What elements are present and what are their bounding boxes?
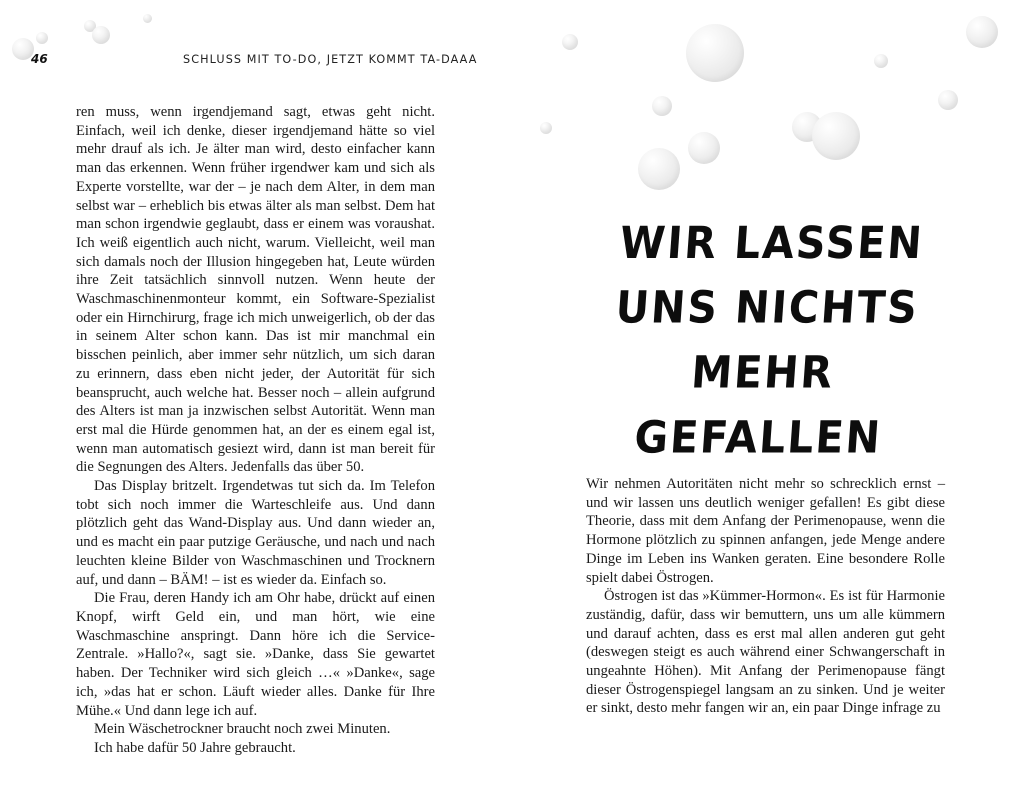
bubble-decoration	[966, 16, 998, 48]
bubble-decoration	[36, 32, 48, 44]
paragraph: Das Display britzelt. Irgendetwas tut sich da. Im Telefon tobt sich noch immer die Warteschleife aus. Und dann plötzlich geht das Wand-Display aus. Und dann wieder an, und es macht ein paar putzige Geräusche, und nach und nach leuchten kleine Bilder von Waschmaschinen und Trocknern auf, und dann – BÄM! – ist es wieder da. Einfach so.	[76, 478, 435, 588]
bubble-decoration	[92, 26, 110, 44]
bubble-decoration	[688, 132, 720, 164]
chapter-title-line: WIR LASSEN	[618, 216, 926, 269]
bubble-decoration	[638, 148, 680, 190]
chapter-title-line: GEFALLEN	[632, 411, 884, 464]
running-head: SCHLUSS MIT TO-DO, JETZT KOMMT TA-DAAA	[183, 53, 478, 66]
left-body-text	[76, 103, 435, 758]
paragraph: Östrogen ist das »Kümmer-Hormon«. Es ist für Harmonie zuständig, dafür, dass wir bemuttern, uns um alle kümmern und darauf achten, dass es erst mal allen anderen gut geht (deswegen steigt es auch während einer Schwangerschaft in ungeahnte Höhen). Mit Anfang der Perimenopause fängt dieser Östrogenspiegel langsam an zu sinken. Und je weiter er sinkt, desto mehr fangen wir an, ein paar Dinge infrage zu	[586, 588, 945, 717]
bubble-decoration	[686, 24, 744, 82]
bubble-decoration	[540, 122, 552, 134]
right-body-text	[586, 475, 945, 718]
chapter-title	[551, 210, 979, 469]
paragraph: Ich habe dafür 50 Jahre gebraucht.	[94, 739, 296, 756]
paragraph: Wir nehmen Autoritäten nicht mehr so schrecklich ernst – und wir lassen uns deutlich weniger gefallen! Es gibt diese Theorie, dass mit dem Anfang der Perimenopause, wenn die Hormone plötzlich zu spinnen anfangen, jede Menge andere Dinge im Leben ins Wanken geraten. Eine besondere Rolle spielt dabei Östrogen.	[586, 476, 945, 586]
paragraph: Mein Wäschetrockner braucht noch zwei Minuten.	[94, 721, 391, 738]
chapter-title-line: UNS NICHTS MEHR	[614, 281, 921, 399]
paragraph: Die Frau, deren Handy ich am Ohr habe, drückt auf einen Knopf, wirft Geld ein, und man hört, wie eine Waschmaschine anspringt. Dann höre ich die Service-Zentrale. »Hallo?«, sagt sie. »Danke, dass Sie gewartet haben. Der Techniker wird sich gleich …« »Danke«, sage ich, »das hat er schon. Läuft wieder alles. Danke für Ihre Mühe.« Und dann lege ich auf.	[76, 590, 435, 719]
bubble-decoration	[938, 90, 958, 110]
bubble-decoration	[562, 34, 578, 50]
bubble-decoration	[652, 96, 672, 116]
bubble-decoration	[143, 14, 152, 23]
paragraph: ren muss, wenn irgendjemand sagt, etwas geht nicht. Einfach, weil ich denke, dieser irgendjemand hätte so viel mehr drauf als ich. Je älter man wird, desto einfacher kann man das erkennen. Wenn früher irgendwer kam und sich als Experte vorstellte, war der – je nach dem Alter, in dem man selbst war – erheblich bis etwas älter als man selbst. Dem hat man schon irgendwie geglaubt, dass er einem was voraushat. Ich weiß eigentlich auch nicht, warum. Vielleicht, weil man sich damals noch der Illusion hingegeben hat, Leute würden ihre Zeit tatsächlich sinnvoll nutzen. Wenn heute der Waschmaschinenmonteur kommt, ein Software-Spezialist oder ein Hirnchirurg, frage ich mich unweigerlich, ob der das in seinem Alter schon kann. Das ist mir manchmal ein bisschen peinlich, aber immer sehr nützlich, um sich daran zu erinnern, dass eben nicht jeder, der Autorität für sich beansprucht, auch welche hat. Besser noch – allein aufgrund des Alters ist man ja inzwischen selbst Autorität. Wenn man erst mal die Hürde genommen hat, an der es einem egal ist, wenn man automatisch gesiezt wird, dann ist man bereit für die Segnungen des Alters. Jedenfalls das über 50.	[76, 104, 435, 476]
bubble-decoration	[812, 112, 860, 160]
page-number: 46	[31, 52, 48, 66]
bubble-decoration	[874, 54, 888, 68]
